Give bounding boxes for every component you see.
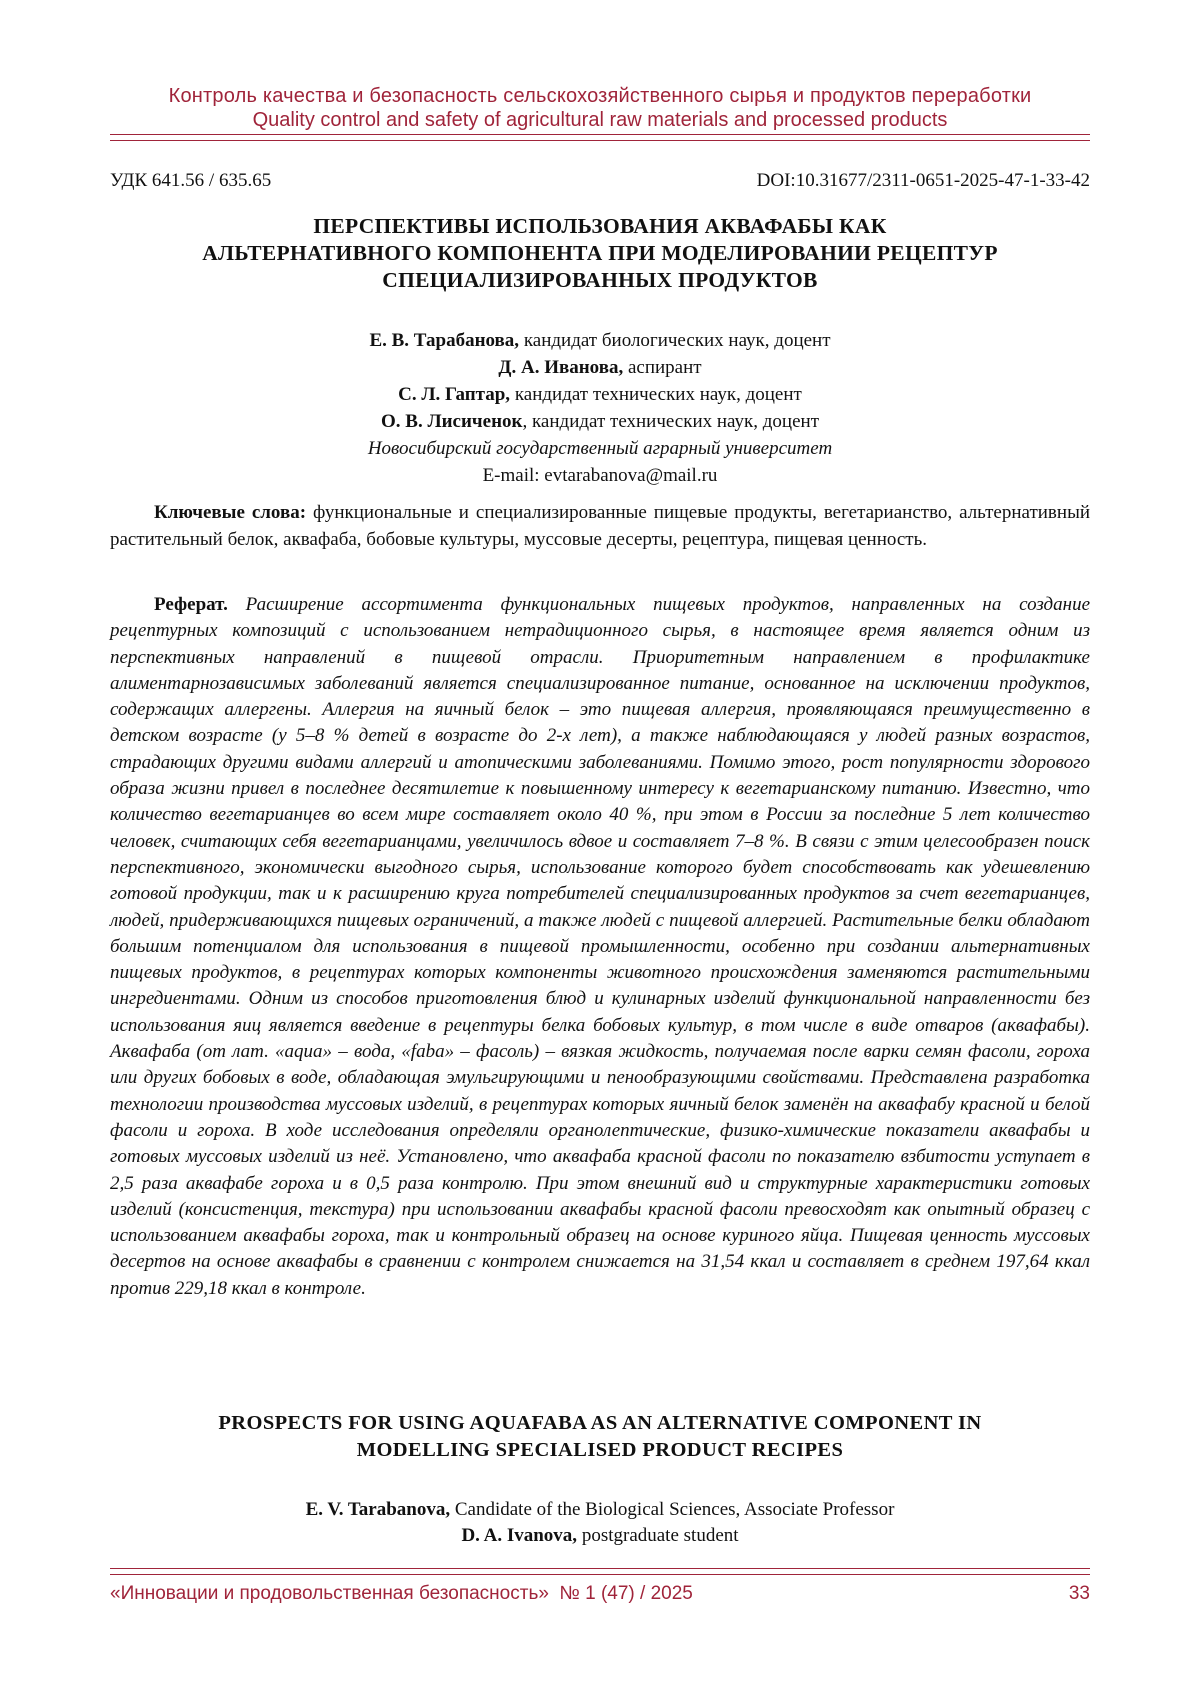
keywords-text: функциональные и специализированные пищевые продукты, вегетарианство, альтернативный растительный белок, аквафаба, бобовые культуры, муссовые десерты, рецептура, пищевая ценность. [110,502,1091,550]
author-line [110,327,1090,354]
author-list-ru [110,327,1090,489]
title-ru-line: ПЕРСПЕКТИВЫ ИСПОЛЬЗОВАНИЯ АКВАФАБЫ КАК [313,214,887,238]
author-role: кандидат биологических наук, доцент [519,330,831,351]
author-name: О. В. Лисиченок [381,411,523,432]
author-line [110,1497,1090,1523]
doi[interactable]: DOI:10.31677/2311-0651-2025-47-1-33-42 [756,170,1090,191]
author-role: кандидат технических наук, доцент [510,384,802,405]
author-line [110,1523,1090,1549]
author-line [110,381,1090,408]
author-role: postgraduate student [577,1525,739,1546]
article-title-en [110,1410,1090,1464]
page-number: 33 [1068,1583,1090,1604]
header-divider [110,134,1090,141]
footer-journal: «Инновации и продовольственная безопасность» № 1 (47) / 2025 [110,1583,693,1604]
footer-divider [110,1568,1090,1575]
article-title-ru [110,213,1090,294]
author-name: E. V. Tarabanova, [305,1499,451,1520]
author-list-en [110,1497,1090,1549]
keywords-paragraph [110,499,1090,553]
author-name: D. A. Ivanova, [461,1525,578,1546]
abstract-label: Реферат. [154,594,228,615]
udc-code: УДК 641.56 / 635.65 [110,170,272,191]
author-name: С. Л. Гаптар, [398,384,511,405]
title-ru-line: АЛЬТЕРНАТИВНОГО КОМПОНЕНТА ПРИ МОДЕЛИРОВАНИИ РЕЦЕПТУР [202,241,998,265]
abstract-paragraph [110,592,1090,1302]
author-role: аспирант [623,357,702,378]
author-role: Candidate of the Biological Sciences, Associate Professor [450,1499,895,1520]
author-line [110,408,1090,435]
article-meta [110,170,1090,192]
author-name: Е. В. Тарабанова, [369,330,520,351]
title-ru-line: СПЕЦИАЛИЗИРОВАННЫХ ПРОДУКТОВ [382,268,818,292]
page-footer [110,1583,1090,1605]
affiliation: Новосибирский государственный аграрный университет [367,438,833,459]
author-name: Д. А. Иванова, [498,357,624,378]
journal-running-header [110,84,1090,132]
keywords-label: Ключевые слова: [154,502,307,523]
title-en-line: PROSPECTS FOR USING AQUAFABA AS AN ALTERNATIVE COMPONENT IN [218,1412,982,1434]
email[interactable]: E-mail: evtarabanova@mail.ru [482,465,718,486]
author-role: , кандидат технических наук, доцент [522,411,819,432]
journal-header-ru: Контроль качества и безопасность сельскохозяйственного сырья и продуктов переработки [168,85,1032,107]
abstract-text: Расширение ассортимента функциональных пищевых продуктов, направленных на создание рецептурных композиций с использованием нетрадиционного сырья, в настоящее время является одним из перспективных направлений в пищевой отрасли. Приоритетным направлением в профилактике алиментарнозависимых заболеваний является специализированное питание, основанное на исключении продуктов, содержащих аллергены. Аллергия на яичный белок – это пищевая аллергия, проявляющаяся преимущественно в детском возрасте (у 5–8 % детей в возрасте до 2-х лет), а также наблюдающаяся у людей разных возрастов, страдающих другими видами аллергий и атопическими заболеваниями. Помимо этого, рост популярности здорового образа жизни привел в последнее десятилетие к повышенному интересу к вегетарианскому питанию. Известно, что количество вегетарианцев во всем мире составляет около 40 %, при этом в России за последние 5 лет количество человек, считающих себя вегетарианцами, увеличилось вдвое и составляет 7–8 %. В связи с этим целесообразен поиск перспективного, экономически выгодного сырья, использование которого будет способствовать как удешевлению готовой продукции, так и к расширению круга потребителей специализированных продуктов за счет вегетарианцев, людей, придерживающихся пищевых ограничений, а также людей с пищевой аллергией. Растительные белки обладают большим потенциалом для использования в пищевой промышленности, особенно при создании альтернативных пищевых продуктов, в рецептурах которых компоненты животного происхождения заменяются растительными ингредиентами. Одним из способов приготовления блюд и кулинарных изделий функциональной направленности без использования яиц является введение в рецептуры белка бобовых культур, в том числе в виде отваров (аквафабы). Аквафаба (от лат. «aqua» – вода, «faba» – фасоль) – вязкая жидкость, получаемая после варки семян фасоли, гороха или других бобовых в воде, обладающая эмульгирующими и пенообразующими свойствами. Представлена разработка технологии производства муссовых изделий, в рецептурах которых яичный белок заменён на аквафабу красной и белой фасоли и гороха. В ходе исследования определяли органолептические, физико-химические показатели аквафабы и готовых муссовых изделий из неё. Установлено, что аквафаба красной фасоли по показателю взбитости уступает в 2,5 раза аквафабе гороха и в 0,5 раза контролю. При этом внешний вид и структурные характеристики готовых изделий (консистенция, текстура) при использовании аквафабы красной фасоли превосходят как опытный образец с использованием аквафабы гороха, так и контрольный образец на основе куриного яйца. Пищевая ценность муссовых десертов на основе аквафабы в сравнении с контролем снижается на 31,54 ккал и составляет в среднем 197,64 ккал против 229,18 ккал в контроле. [110,594,1090,1299]
title-en-line: MODELLING SPECIALISED PRODUCT RECIPES [356,1439,844,1461]
author-line [110,354,1090,381]
journal-header-en: Quality control and safety of agricultural raw materials and processed products [252,109,948,131]
